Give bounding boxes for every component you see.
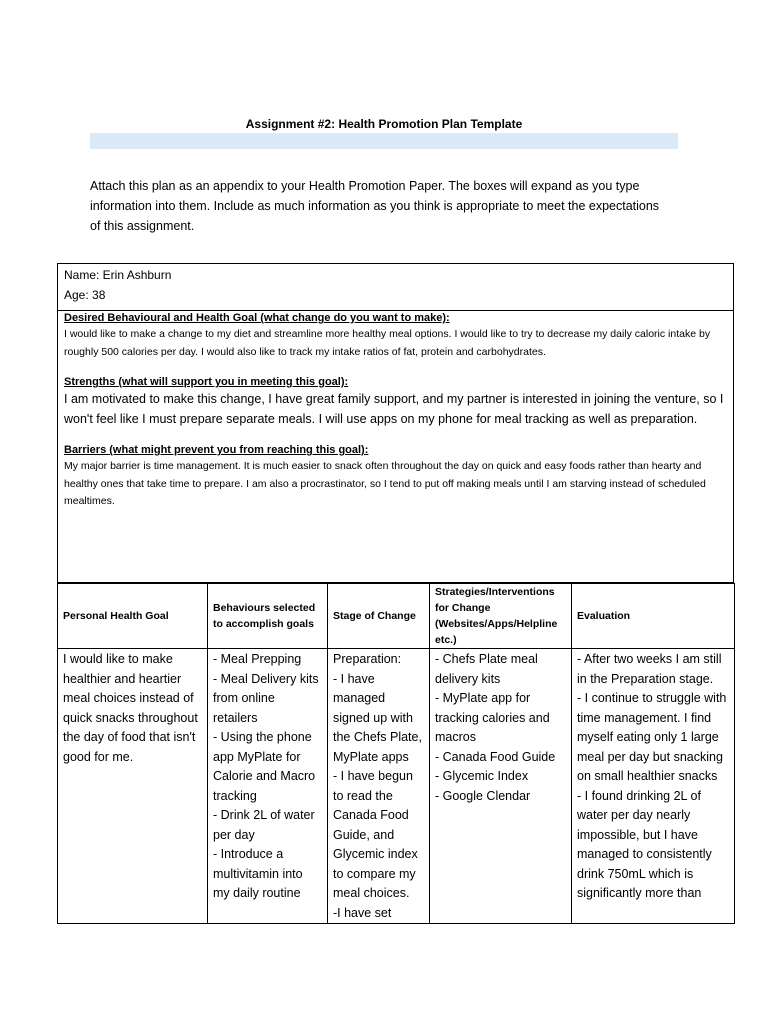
goal-section: [58, 311, 733, 511]
personal-info-row: [58, 264, 733, 311]
list-item: - Introduce a multivitamin into my daily routine: [213, 847, 303, 900]
goal-heading: Desired Behavioural and Health Goal (what change do you want to make):: [64, 312, 450, 324]
goal-details-box: [57, 263, 734, 583]
list-item: - Chefs Plate meal delivery kits: [435, 652, 538, 686]
intro-paragraph: Attach this plan as an appendix to your Health Promotion Paper. The boxes will expand as you type information into them. Include as much information as you think is appropriate to meet the expectations of this assignment.: [90, 179, 660, 233]
list-item: - After two weeks I am still in the Preparation stage.: [577, 652, 722, 686]
list-item: - Google Clendar: [435, 788, 531, 803]
name-field[interactable]: Name: Erin Ashburn: [64, 268, 172, 282]
list-item: - Meal Prepping: [213, 652, 302, 666]
table-header-row: [58, 584, 735, 649]
list-item: -I have set: [333, 905, 392, 920]
list-item: - I continue to struggle with time management. I find myself eating only 1 large meal per day but snacking on small healthier snacks: [577, 691, 727, 783]
list-item: - Drink 2L of water per day: [213, 808, 315, 842]
table-row: [58, 649, 735, 924]
age-field[interactable]: Age: 38: [64, 288, 106, 302]
list-item: - I have begun to read the Canada Food Guide, and Glycemic index to compare my meal choices.: [333, 769, 418, 900]
header-personal-health-goal: Personal Health Goal: [58, 584, 208, 649]
header-strategies: Strategies/Interventions for Change (Websites/Apps/Helpline etc.): [430, 584, 572, 649]
list-item: - Using the phone app MyPlate for Calorie and Macro tracking: [213, 730, 316, 803]
barriers-text[interactable]: My major barrier is time management. It is much easier to snack often throughout the day on quick and easy foods rather than hearty and healthy ones that take time to prepare. I am also a procrastinator, so I tend to put off making meals until I am starving instead of scheduled mealtimes.: [64, 460, 706, 507]
list-item: - Glycemic Index: [435, 769, 529, 783]
title-highlight-bar: [90, 133, 678, 149]
list-item: - Meal Delivery kits from online retailers: [213, 671, 319, 725]
list-item: - Canada Food Guide: [435, 749, 556, 764]
goal-text[interactable]: I would like to make a change to my diet and streamline more healthy meal options. I would like to try to decrease my daily caloric intake by roughly 500 calories per day. I would also like to track my intake ratios of fat, protein and carbohydrates.: [64, 328, 711, 358]
strengths-text[interactable]: I am motivated to make this change, I have great family support, and my partner is interested in joining the venture, so I won't feel like I must prepare separate meals. I will use apps on my phone for meal tracking as well as preparation.: [64, 392, 724, 426]
cell-stage-of-change[interactable]: [328, 649, 430, 924]
plan-table: [57, 583, 735, 924]
cell-personal-health-goal[interactable]: I would like to make healthier and heartier meal choices instead of quick snacks throughout the day of food that isn't good for me.: [58, 649, 208, 924]
page-title: Assignment #2: Health Promotion Plan Template: [245, 117, 523, 131]
header-behaviours: Behaviours selected to accomplish goals: [208, 584, 328, 649]
list-item: - I have managed signed up with the Chefs Plate, MyPlate apps: [333, 671, 422, 764]
cell-strategies[interactable]: [430, 649, 572, 924]
cell-behaviours[interactable]: [208, 649, 328, 924]
strengths-heading: Strengths (what will support you in meeting this goal):: [64, 376, 349, 388]
list-item: Preparation:: [333, 652, 402, 666]
barriers-heading: Barriers (what might prevent you from reaching this goal):: [64, 444, 369, 456]
list-item: - MyPlate app for tracking calories and macros: [435, 691, 550, 744]
header-stage-of-change: Stage of Change: [328, 584, 430, 649]
list-item: - I found drinking 2L of water per day nearly impossible, but I have managed to consistently drink 750mL which is significantly more than: [577, 788, 712, 900]
cell-evaluation[interactable]: [572, 649, 735, 924]
header-evaluation: Evaluation: [572, 584, 735, 649]
